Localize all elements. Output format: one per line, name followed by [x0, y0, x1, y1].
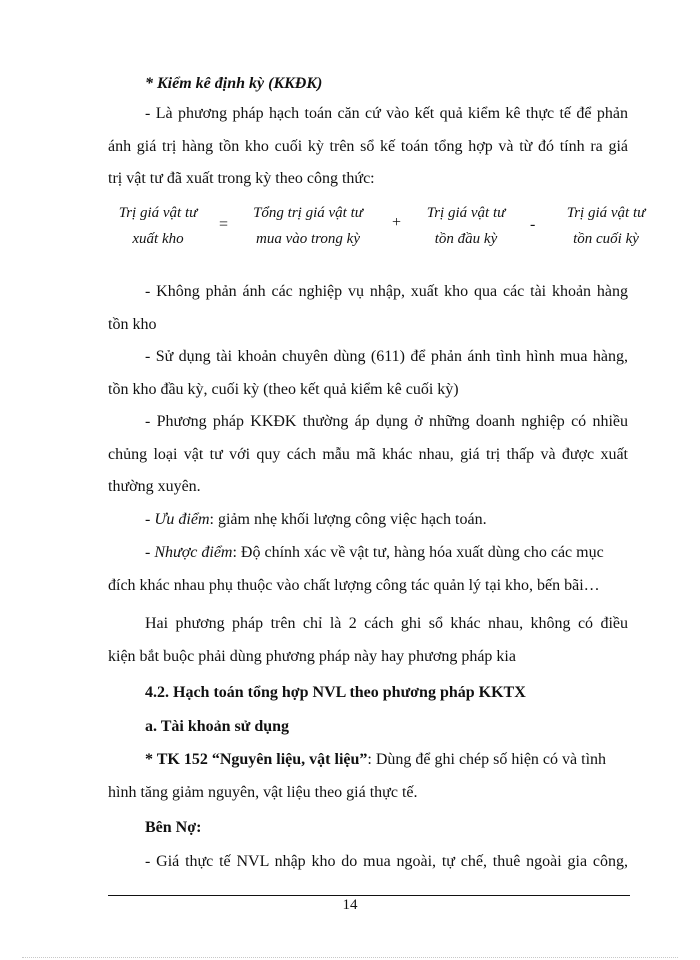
- text-line: Hai phương pháp trên chỉ là 2 cách ghi sổ khác nhau, không có điều: [145, 615, 628, 632]
- heading-4-2: 4.2. Hạch toán tổng hợp NVL theo phương pháp KKTX: [145, 684, 526, 701]
- footer-rule: [108, 895, 630, 896]
- disadvantage-line: - Nhược điểm: Độ chính xác về vật tư, hàng hóa xuất dùng cho các mục: [145, 544, 604, 561]
- page-edge-dotted-line: [22, 957, 678, 958]
- text-line: chủng loại vật tư với quy cách mẫu mã khác nhau, giá trị thấp và được xuất: [108, 446, 628, 463]
- formula-term-purchased: Tổng trị giá vật tư mua vào trong kỳ: [253, 205, 363, 247]
- text-line: thường xuyên.: [108, 478, 201, 495]
- text-line: - Giá thực tế NVL nhập kho do mua ngoài, tự chế, thuê ngoài gia công,: [145, 853, 628, 870]
- formula-term-issued: Trị giá vật tư xuất kho: [118, 205, 198, 247]
- text-line: đích khác nhau phụ thuộc vào chất lượng công tác quản lý tại kho, bến bãi…: [108, 577, 600, 594]
- text-line: - Phương pháp KKĐK thường áp dụng ở những doanh nghiệp có nhiều: [145, 413, 628, 430]
- text-line: - Là phương pháp hạch toán căn cứ vào kết quả kiểm kê thực tế để phản: [145, 105, 628, 122]
- text-line: trị vật tư đã xuất trong kỳ theo công thức:: [108, 170, 375, 187]
- formula-plus: +: [392, 214, 402, 231]
- tk152-line: * TK 152 “Nguyên liệu, vật liệu”: Dùng để ghi chép số hiện có và tình: [145, 751, 607, 768]
- formula-term-opening: Trị giá vật tư tồn đầu kỳ: [426, 205, 506, 247]
- formula-equals: =: [219, 216, 229, 233]
- heading-kkdk: * Kiểm kê định kỳ (KKĐK): [145, 75, 323, 92]
- tk152-label: * TK 152 “Nguyên liệu, vật liệu”: [145, 751, 368, 768]
- formula-term-closing: Trị giá vật tư tồn cuối kỳ: [566, 205, 646, 247]
- text-line: - Sử dụng tài khoản chuyên dùng (611) để phản ánh tình hình mua hàng,: [145, 348, 628, 365]
- text-line: hình tăng giảm nguyên, vật liệu theo giá thực tế.: [108, 784, 418, 801]
- heading-ben-no: Bên Nợ:: [145, 819, 202, 836]
- text-line: - Không phản ánh các nghiệp vụ nhập, xuất kho qua các tài khoản hàng: [145, 283, 628, 300]
- advantage-label: Ưu điểm: [154, 511, 210, 528]
- advantage-line: - Ưu điểm: giảm nhẹ khối lượng công việc hạch toán.: [145, 511, 487, 528]
- formula-minus: -: [530, 216, 536, 233]
- text-line: ánh giá trị hàng tồn kho cuối kỳ trên sổ kế toán tổng hợp và từ đó tính ra giá: [108, 138, 628, 155]
- text-line: kiện bắt buộc phải dùng phương pháp này hay phương pháp kia: [108, 648, 516, 665]
- text-line: tồn kho: [108, 316, 157, 333]
- page-number: 14: [342, 897, 358, 913]
- text-line: tồn kho đầu kỳ, cuối kỳ (theo kết quả kiểm kê cuối kỳ): [108, 381, 459, 398]
- heading-a: a. Tài khoản sử dụng: [145, 718, 290, 735]
- disadvantage-label: Nhược điểm: [154, 544, 233, 561]
